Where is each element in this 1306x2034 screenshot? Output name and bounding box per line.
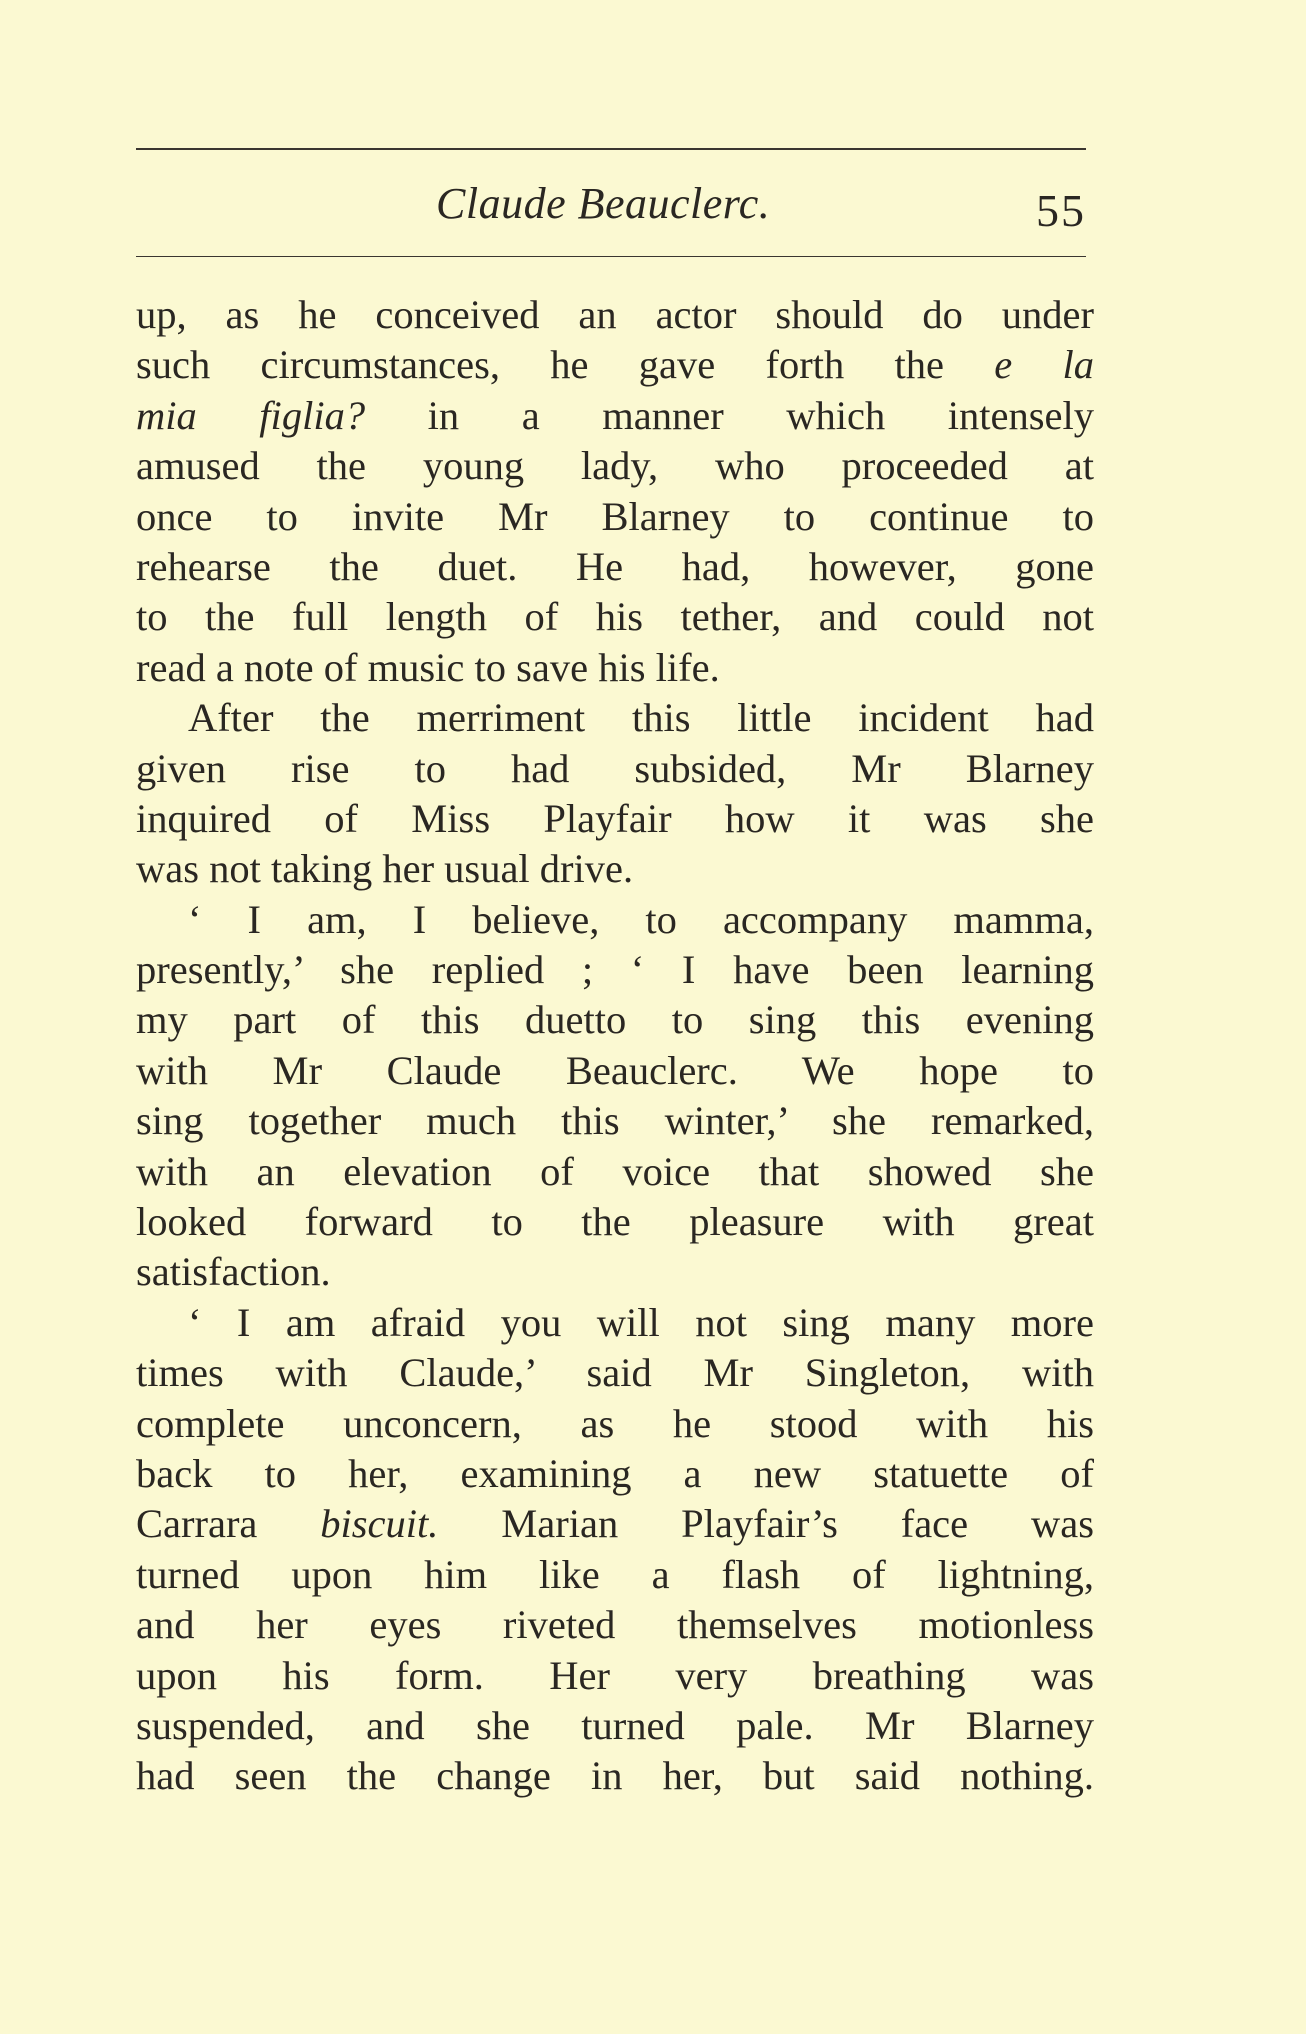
text-line	[136, 995, 1094, 1045]
text-segment: presently,’ she replied ; ‘ I have been learning	[136, 947, 1094, 993]
text-line	[136, 794, 1094, 844]
text-segment: turned upon him like a flash of lightning,	[136, 1551, 1094, 1597]
text-line	[136, 1348, 1094, 1398]
text-line	[136, 844, 1094, 894]
text-line	[136, 1600, 1094, 1650]
text-segment: After the merriment this little incident had	[188, 695, 1094, 741]
text-line	[136, 643, 1094, 693]
header-top-rule	[136, 148, 1086, 150]
text-segment: with Mr Claude Beauclerc. We hope to	[136, 1047, 1094, 1093]
text-line	[136, 592, 1094, 642]
text-line	[136, 441, 1094, 491]
text-line	[136, 340, 1094, 390]
text-segment: once to invite Mr Blarney to continue to	[136, 493, 1094, 539]
text-line	[136, 542, 1094, 592]
text-segment: sing together much this winter,’ she remarked,	[136, 1098, 1094, 1144]
text-segment: in a manner which intensely	[365, 392, 1094, 438]
body-text	[136, 290, 1094, 1802]
italic-text: e la	[994, 342, 1094, 388]
text-line	[136, 895, 1094, 945]
text-line	[136, 290, 1094, 340]
italic-text: biscuit.	[320, 1501, 439, 1547]
text-segment: Carrara	[136, 1501, 321, 1547]
text-line	[136, 1449, 1094, 1499]
text-line	[136, 693, 1094, 743]
text-line	[136, 1399, 1094, 1449]
text-line	[136, 1499, 1094, 1549]
text-segment: upon his form. Her very breathing was	[136, 1652, 1094, 1698]
text-segment: was not taking her usual drive.	[136, 846, 634, 892]
text-segment: rehearse the duet. He had, however, gone	[136, 543, 1094, 589]
text-segment: up, as he conceived an actor should do under	[136, 292, 1094, 337]
header-bottom-rule	[136, 256, 1086, 257]
italic-text: mia figlia?	[136, 392, 366, 438]
text-segment: satisfaction.	[136, 1249, 331, 1295]
text-segment: had seen the change in her, but said nothing.	[136, 1753, 1094, 1799]
text-segment: inquired of Miss Playfair how it was she	[136, 795, 1094, 841]
text-segment: and her eyes riveted themselves motionless	[136, 1602, 1094, 1648]
running-title: Claude Beauclerc.	[436, 179, 771, 228]
text-line	[136, 1701, 1094, 1751]
text-segment: ‘ I am, I believe, to accompany mamma,	[188, 896, 1094, 942]
text-segment: suspended, and she turned pale. Mr Blarney	[136, 1702, 1094, 1748]
text-segment: complete unconcern, as he stood with his	[136, 1400, 1094, 1446]
text-line	[136, 1247, 1094, 1297]
text-segment: read a note of music to save his life.	[136, 644, 720, 690]
text-segment: ‘ I am afraid you will not sing many more	[188, 1299, 1094, 1345]
text-segment: amused the young lady, who proceeded at	[136, 443, 1094, 489]
text-segment: my part of this duetto to sing this evening	[136, 997, 1094, 1043]
text-line	[136, 1197, 1094, 1247]
text-line	[136, 1096, 1094, 1146]
text-line	[136, 1046, 1094, 1096]
text-segment: times with Claude,’ said Mr Singleton, with	[136, 1350, 1094, 1396]
text-segment: back to her, examining a new statuette of	[136, 1450, 1094, 1496]
text-segment: to the full length of his tether, and could not	[136, 594, 1094, 640]
text-line	[136, 492, 1094, 542]
running-head	[136, 176, 1086, 246]
text-line	[136, 1550, 1094, 1600]
text-segment: given rise to had subsided, Mr Blarney	[136, 745, 1094, 791]
text-segment: with an elevation of voice that showed she	[136, 1148, 1094, 1194]
text-line	[136, 945, 1094, 995]
text-line	[136, 744, 1094, 794]
text-line	[136, 391, 1094, 441]
text-segment: Marian Playfair’s face was	[438, 1501, 1094, 1547]
text-line	[136, 1651, 1094, 1701]
text-segment: such circumstances, he gave forth the	[136, 342, 995, 388]
text-line	[136, 1298, 1094, 1348]
text-line	[136, 1751, 1094, 1801]
text-segment: looked forward to the pleasure with great	[136, 1199, 1094, 1245]
text-line	[136, 1147, 1094, 1197]
page-number: 55	[1036, 185, 1086, 236]
